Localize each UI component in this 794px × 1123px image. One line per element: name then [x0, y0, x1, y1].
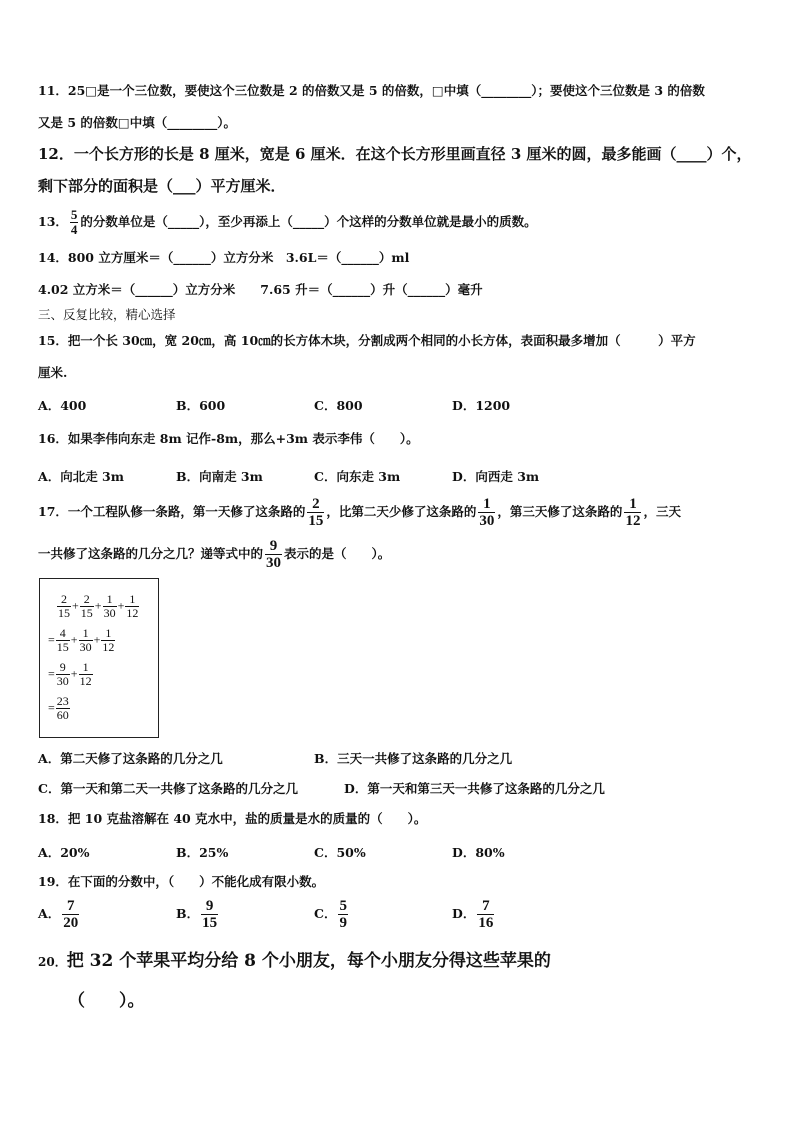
q16-option-a: A．向北走 3m [38, 469, 124, 484]
frac-den: 30 [79, 640, 92, 654]
q16-option-c: C．向东走 3m [314, 469, 401, 484]
q15-line1: 15．把一个长 30㎝，宽 20㎝，高 10㎝的长方体木块，分割成两个相同的小长方体，表面积最多增加（ ）平方 [38, 333, 696, 348]
q16-text: 16．如果李伟向东走 8m 记作-8m，那么+3m 表示李伟（ ）。 [38, 431, 419, 446]
frac-den: 15 [308, 513, 324, 529]
calc-row-3 [48, 661, 94, 688]
frac [56, 627, 70, 654]
frac-den: 16 [478, 915, 494, 931]
frac-den: 9 [339, 915, 347, 931]
q18-option-a: A．20% [38, 845, 90, 860]
q17-line2b: 表示的是（ ）。 [284, 546, 391, 561]
q17-option-a: A．第二天修了这条路的几分之几 [38, 751, 223, 766]
option-label: B． [176, 906, 200, 921]
frac-den: 15 [202, 915, 218, 931]
q20-number: 20． [38, 955, 67, 969]
plus-sign: + [94, 598, 102, 613]
q12-line2: 剩下部分的面积是（___）平方厘米． [38, 177, 286, 195]
calc-row-1 [56, 593, 140, 620]
frac-num: 7 [62, 898, 79, 915]
frac [56, 661, 70, 688]
q13-prefix: 13． [38, 214, 68, 229]
q17-line2a: 一共修了这条路的几分之几？递等式中的 [38, 546, 264, 561]
plus-sign: + [70, 666, 78, 681]
q15-line2: 厘米. [38, 365, 68, 380]
frac-den: 12 [79, 674, 92, 688]
frac-num: 23 [56, 694, 69, 708]
frac-den: 30 [479, 513, 495, 529]
option-fraction [338, 898, 348, 931]
frac-num: 4 [56, 627, 70, 641]
q16-option-d: D．向西走 3m [452, 469, 540, 484]
frac-den: 15 [56, 640, 69, 654]
option-label: C． [314, 906, 337, 921]
option-fraction [62, 898, 79, 931]
frac [103, 593, 117, 620]
q17-line1 [38, 494, 681, 530]
frac-den: 12 [102, 640, 115, 654]
calculation-box [39, 578, 159, 738]
frac-num: 1 [125, 593, 139, 607]
q19-option-a [38, 898, 81, 931]
frac-den: 20 [63, 915, 79, 931]
frac-den: 15 [80, 606, 93, 620]
q17-part2: ，比第二天少修了这条路的 [326, 504, 477, 519]
frac-den: 60 [56, 708, 69, 722]
frac-den: 12 [625, 513, 641, 529]
q15-option-b: B．600 [176, 398, 226, 413]
q17-line2 [38, 536, 390, 572]
frac-num: 1 [624, 496, 641, 513]
frac [57, 593, 71, 620]
frac-num: 2 [80, 593, 94, 607]
equals-sign: = [48, 632, 55, 647]
q20-line1 [38, 950, 551, 973]
frac [56, 695, 70, 722]
q17-part3: ，第三天修了这条路的 [497, 504, 623, 519]
frac-num: 1 [79, 661, 93, 675]
q14-line1: 14．800 立方厘米＝（______）立方分米 3.6L＝（______）ml [38, 250, 410, 265]
frac-den: 30 [266, 555, 282, 571]
q13 [38, 206, 537, 238]
frac [79, 627, 93, 654]
frac [79, 661, 93, 688]
q17-frac-first [307, 496, 324, 529]
frac-num: 7 [477, 898, 494, 915]
q17-frac-third [624, 496, 641, 529]
q16-option-b: B．向南走 3m [176, 469, 263, 484]
q17-frac-second [478, 496, 495, 529]
q17-option-d: D．第一天和第三天一共修了这条路的几分之几 [344, 781, 605, 796]
frac-num: 9 [56, 661, 70, 675]
q17-part4: ，三天 [643, 504, 681, 519]
q19-text: 19．在下面的分数中，（ ）不能化成有限小数。 [38, 874, 325, 889]
option-label: A． [38, 906, 61, 921]
q13-rest: 的分数单位是（_____），至少再添上（_____）个这样的分数单位就是最小的质数。 [80, 214, 537, 229]
q19-option-c [314, 898, 350, 931]
q17-option-b: B．三天一共修了这条路的几分之几 [314, 751, 513, 766]
option-fraction [201, 898, 218, 931]
option-label: D． [452, 906, 476, 921]
q19-option-d [452, 898, 496, 931]
q18-text: 18．把 10 克盐溶解在 40 克水中，盐的质量是水的质量的（ ）。 [38, 811, 427, 826]
q11-line1: 11．25□是一个三位数，要使这个三位数是 2 的倍数又是 5 的倍数，□中填（________）；要使这个三位数是 3 的倍数 [38, 83, 705, 98]
frac-num: 5 [339, 898, 347, 914]
frac [101, 627, 115, 654]
plus-sign: + [70, 632, 78, 647]
q17-option-c: C．第一天和第二天一共修了这条路的几分之几 [38, 781, 298, 796]
q13-frac-den: 4 [70, 222, 78, 237]
frac-den: 30 [56, 674, 69, 688]
q20-text: 把 32 个苹果平均分给 8 个小朋友，每个小朋友分得这些苹果的 [66, 951, 551, 971]
q15-option-a: A．400 [38, 398, 87, 413]
frac-num: 1 [478, 496, 495, 513]
q18-option-b: B．25% [176, 845, 229, 860]
frac-den: 30 [103, 606, 116, 620]
frac-num: 1 [79, 627, 93, 641]
q17-frac-ref [265, 538, 282, 571]
q19-option-b [176, 898, 220, 931]
plus-sign: + [72, 598, 79, 613]
frac-num: 2 [57, 593, 71, 607]
frac-num: 1 [103, 593, 117, 607]
q15-option-c: C．800 [314, 398, 363, 413]
calc-row-2 [48, 627, 116, 654]
q13-frac-num: 5 [70, 207, 78, 222]
frac-num: 1 [101, 627, 115, 641]
option-fraction [477, 898, 494, 931]
frac-num: 9 [265, 538, 282, 555]
frac-num: 9 [201, 898, 218, 915]
equals-sign: = [48, 700, 55, 715]
q13-fraction [70, 208, 79, 237]
q11-line2: 又是 5 的倍数□中填（________）。 [38, 115, 236, 130]
q12-line1: 12．一个长方形的长是 8 厘米，宽是 6 厘米．在这个长方形里画直径 3 厘米的圆，最多能画（____）个， [38, 145, 752, 163]
section-heading: 三、反复比较，精心选择 [38, 307, 176, 322]
frac-den: 15 [58, 606, 70, 620]
equals-sign: = [48, 666, 55, 681]
plus-sign: + [117, 598, 125, 613]
frac-num: 2 [307, 496, 324, 513]
plus-sign: + [93, 632, 101, 647]
q20-line2: （ ）。 [68, 991, 145, 1011]
frac-den: 12 [126, 606, 139, 620]
q18-option-d: D．80% [452, 845, 505, 860]
frac [80, 593, 94, 620]
frac [125, 593, 139, 620]
q15-option-d: D．1200 [452, 398, 511, 413]
calc-row-4 [48, 695, 71, 722]
q18-option-c: C．50% [314, 845, 366, 860]
q14-line2: 4.02 立方米＝（______）立方分米 7.65 升＝（______）升（______）毫升 [38, 282, 483, 297]
q17-part1: 17．一个工程队修一条路，第一天修了这条路的 [38, 504, 306, 519]
